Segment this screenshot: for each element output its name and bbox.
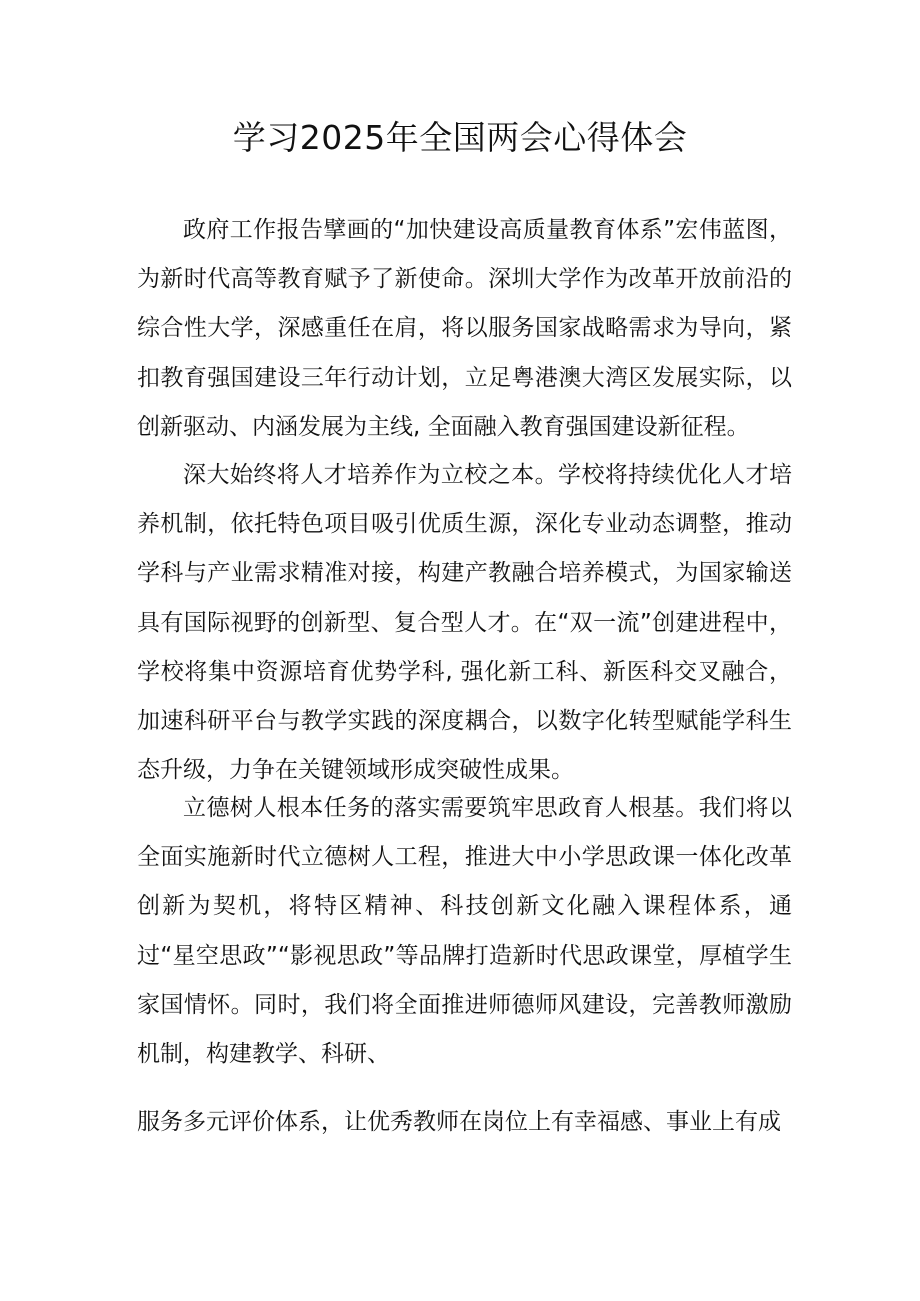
paragraph-3: 立德树人根本任务的落实需要筑牢思政育人根基。我们将以全面实施新时代立德树人工程，推进大中小学思政课一体化改革创新为契机，将特区精神、科技创新文化融入课程体系，通过“星空思政”“影视思政”等品牌打造新时代思政课堂，厚植学生家国情怀。同时，我们将全面推进师德师风建设，完善教师激励机制，构建教学、科研、 [137, 795, 792, 1068]
paragraph-continuation: 服务多元评价体系，让优秀教师在岗位上有幸福感、事业上有成 [137, 1109, 781, 1135]
paragraph-2: 深大始终将人才培养作为立校之本。学校将持续优化人才培养机制，依托特色项目吸引优质生源，深化专业动态调整，推动学科与产业需求精准对接，构建产教融合培养模式，为国家输送具有国际视野的创新型、复合型人才。在“双一流”创建进程中，学校将集中资源培育优势学科, 强化新工科、新医科交叉融合，加速科研平台与教学实践的深度耦合，以数字化转型赋能学科生态升级，力争在关键领域形成突破性成果。 [137, 462, 792, 784]
paragraph-1: 政府工作报告擘画的“加快建设高质量教育体系”宏伟蓝图，为新时代高等教育赋予了新使命。深圳大学作为改革开放前沿的综合性大学，深感重任在肩，将以服务国家战略需求为导向，紧扣教育强国建设三年行动计划，立足粤港澳大湾区发展实际，以创新驱动、内涵发展为主线, 全面融入教育强国建设新征程。 [137, 217, 792, 440]
document-title: 学习2025年全国两会心得体会 [232, 118, 688, 157]
